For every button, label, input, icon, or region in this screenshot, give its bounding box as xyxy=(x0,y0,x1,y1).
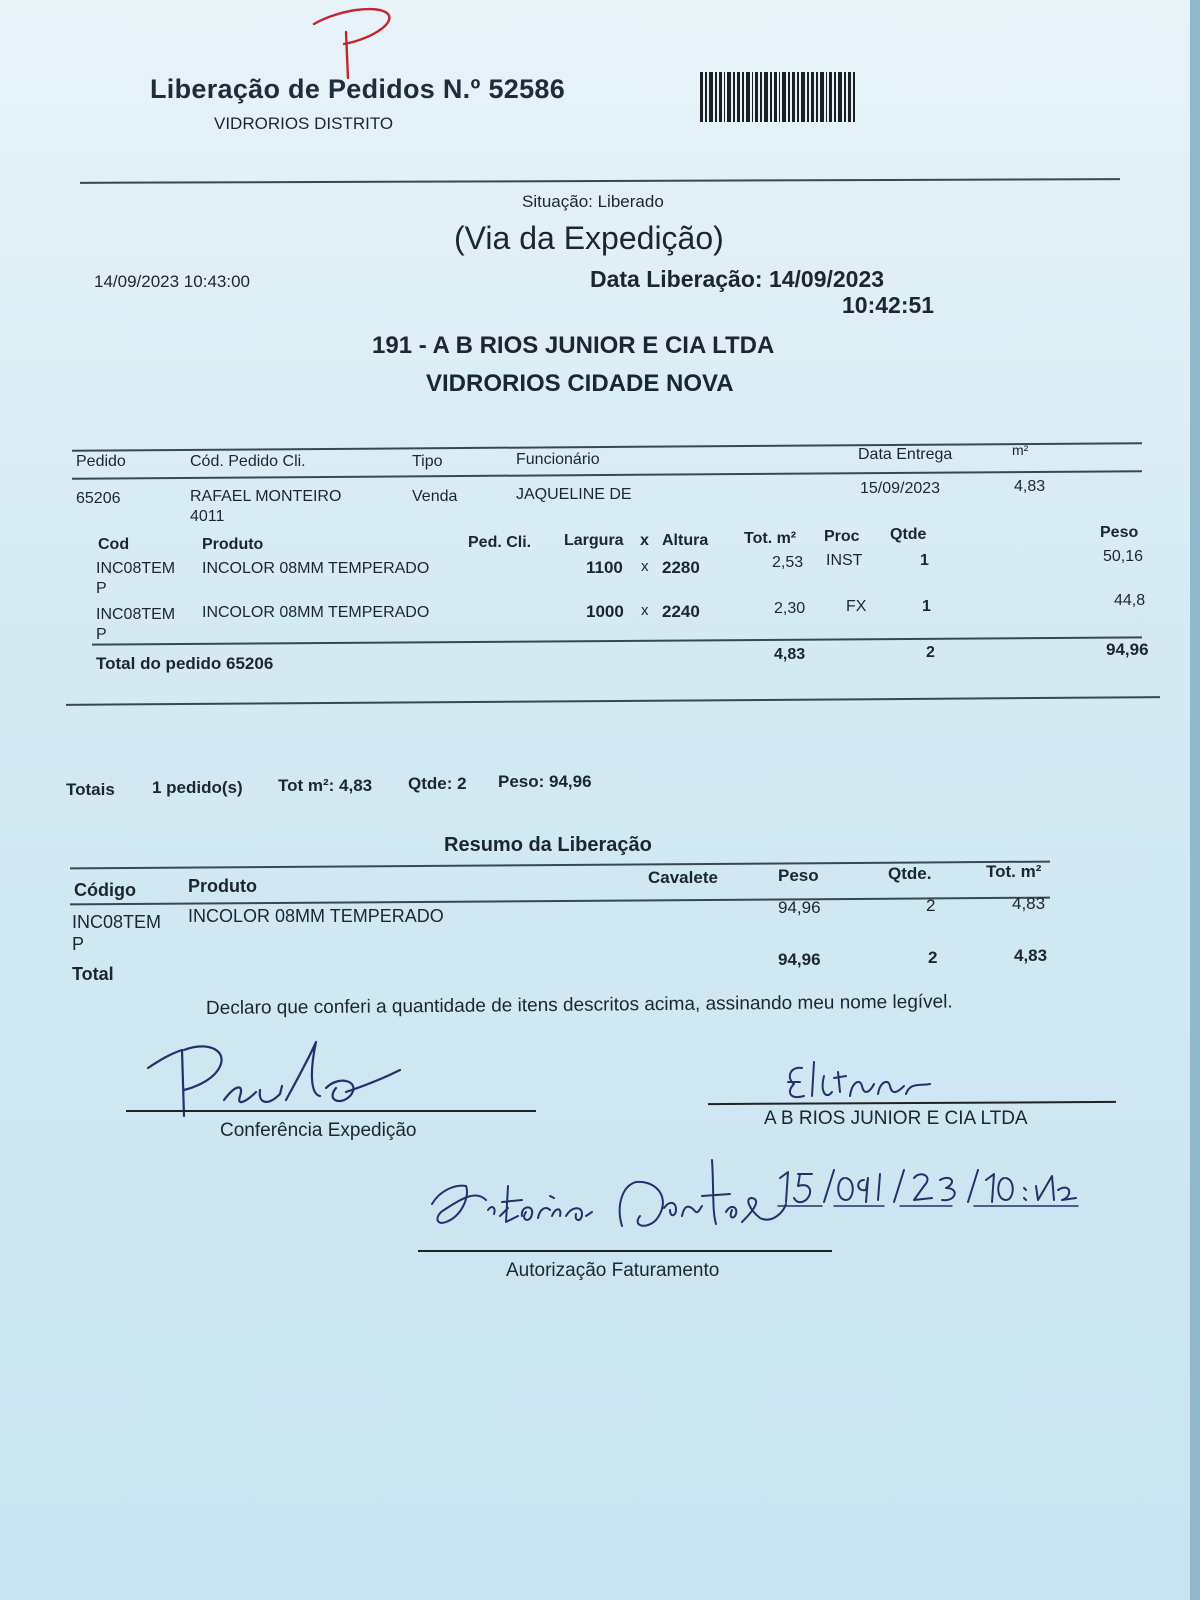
col-peso: Peso xyxy=(1100,524,1139,541)
page-edge xyxy=(1190,0,1200,1600)
summary-col-produto: Produto xyxy=(188,876,257,896)
signature-line-conferencia xyxy=(126,1110,536,1112)
summary-col-tot-m2: Tot. m² xyxy=(986,862,1042,881)
totals-weight: Peso: 94,96 xyxy=(498,772,592,791)
via-label: (Via da Expedição) xyxy=(454,220,724,256)
item-code-cont: P xyxy=(96,580,107,597)
situation-label: Situação: Liberado xyxy=(522,192,664,211)
item-product: INCOLOR 08MM TEMPERADO xyxy=(202,560,430,577)
totals-label: Totais xyxy=(66,780,115,799)
order-type: Venda xyxy=(412,488,458,505)
item-m2: 2,30 xyxy=(774,600,806,617)
order-number: 65206 xyxy=(76,490,121,507)
release-date: Data Liberação: 14/09/2023 xyxy=(590,266,885,292)
summary-col-peso: Peso xyxy=(778,866,819,885)
summary-weight: 94,96 xyxy=(778,898,821,917)
print-datetime: 14/09/2023 10:43:00 xyxy=(94,272,250,291)
summary-code: INC08TEM xyxy=(72,912,162,932)
item-product: INCOLOR 08MM TEMPERADO xyxy=(202,604,430,621)
document-title: Liberação de Pedidos N.º 52586 xyxy=(150,74,566,104)
col-tipo: Tipo xyxy=(412,453,443,470)
col-qtde: Qtde xyxy=(890,526,927,543)
col-largura: Largura xyxy=(564,532,624,549)
summary-total-label: Total xyxy=(72,964,114,984)
issuer-company: VIDRORIOS DISTRITO xyxy=(214,114,394,133)
order-total-weight: 94,96 xyxy=(1106,640,1149,659)
item-height: 2280 xyxy=(662,558,700,577)
item-weight: 50,16 xyxy=(1103,548,1144,565)
client-branch: VIDRORIOS CIDADE NOVA xyxy=(426,370,734,397)
handwritten-mark xyxy=(308,2,398,82)
employee: JAQUELINE DE xyxy=(516,486,632,503)
col-altura: Altura xyxy=(662,532,709,549)
item-code: INC08TEM xyxy=(96,560,176,577)
item-proc: FX xyxy=(846,598,867,615)
item-x: x xyxy=(641,558,649,575)
summary-col-qtde: Qtde. xyxy=(888,864,932,883)
item-height: 2240 xyxy=(662,602,700,621)
item-code-cont: P xyxy=(96,626,107,643)
item-x: x xyxy=(641,602,649,619)
item-width: 1000 xyxy=(586,602,624,621)
col-cod: Cod xyxy=(98,536,130,553)
summary-qty: 2 xyxy=(926,896,936,915)
col-cod-pedido-cli: Cód. Pedido Cli. xyxy=(190,453,306,470)
order-total-label: Total do pedido 65206 xyxy=(96,654,274,673)
conferencia-label: Conferência Expedição xyxy=(220,1120,417,1141)
summary-m2: 4,83 xyxy=(1012,894,1046,913)
delivery-date: 15/09/2023 xyxy=(860,480,941,497)
handwritten-date xyxy=(774,1166,1084,1216)
summary-code-cont: P xyxy=(72,934,85,954)
release-time: 10:42:51 xyxy=(842,292,935,318)
client-signature-label: A B RIOS JUNIOR E CIA LTDA xyxy=(764,1108,1028,1129)
item-qty: 1 xyxy=(920,552,929,569)
barcode xyxy=(700,72,880,122)
col-data-entrega: Data Entrega xyxy=(858,446,953,463)
item-m2: 2,53 xyxy=(772,554,804,571)
totals-m2: Tot m²: 4,83 xyxy=(278,776,373,795)
col-ped-cli: Ped. Cli. xyxy=(468,534,532,551)
signature-elton xyxy=(780,1056,940,1106)
col-produto: Produto xyxy=(202,536,264,553)
client-order-code-2: 4011 xyxy=(190,508,225,525)
client-order-code: RAFAEL MONTEIRO xyxy=(190,488,342,505)
summary-total-qty: 2 xyxy=(928,948,938,967)
signature-paulo xyxy=(140,1030,420,1120)
item-width: 1100 xyxy=(586,558,623,577)
summary-product: INCOLOR 08MM TEMPERADO xyxy=(188,906,444,926)
summary-title: Resumo da Liberação xyxy=(444,834,652,856)
order-total-qty: 2 xyxy=(926,644,935,661)
col-m2: m² xyxy=(1012,442,1029,458)
col-tot-m2: Tot. m² xyxy=(744,530,797,547)
autorizacao-label: Autorização Faturamento xyxy=(506,1260,720,1281)
order-total-m2: 4,83 xyxy=(774,646,806,663)
summary-total-m2: 4,83 xyxy=(1014,946,1048,965)
item-code: INC08TEM xyxy=(96,606,176,623)
summary-col-cavalete: Cavalete xyxy=(648,868,718,887)
client-name: 191 - A B RIOS JUNIOR E CIA LTDA xyxy=(372,332,775,359)
declaration-text: Declaro que conferi a quantidade de itens descritos acima, assinando meu nome legível. xyxy=(205,991,953,1019)
item-qty: 1 xyxy=(922,598,931,615)
col-funcionario: Funcionário xyxy=(516,451,600,468)
summary-total-weight: 94,96 xyxy=(778,950,821,969)
order-m2: 4,83 xyxy=(1014,478,1046,495)
col-proc: Proc xyxy=(824,528,860,545)
signature-vitoria-dantas xyxy=(426,1150,806,1260)
totals-orders: 1 pedido(s) xyxy=(152,778,243,797)
item-proc: INST xyxy=(826,552,863,569)
signature-line-autorizacao xyxy=(418,1250,832,1252)
item-weight: 44,8 xyxy=(1114,592,1146,609)
summary-col-codigo: Código xyxy=(74,880,136,900)
totals-qty: Qtde: 2 xyxy=(408,774,467,793)
col-pedido: Pedido xyxy=(76,453,126,470)
col-x: x xyxy=(640,532,649,549)
